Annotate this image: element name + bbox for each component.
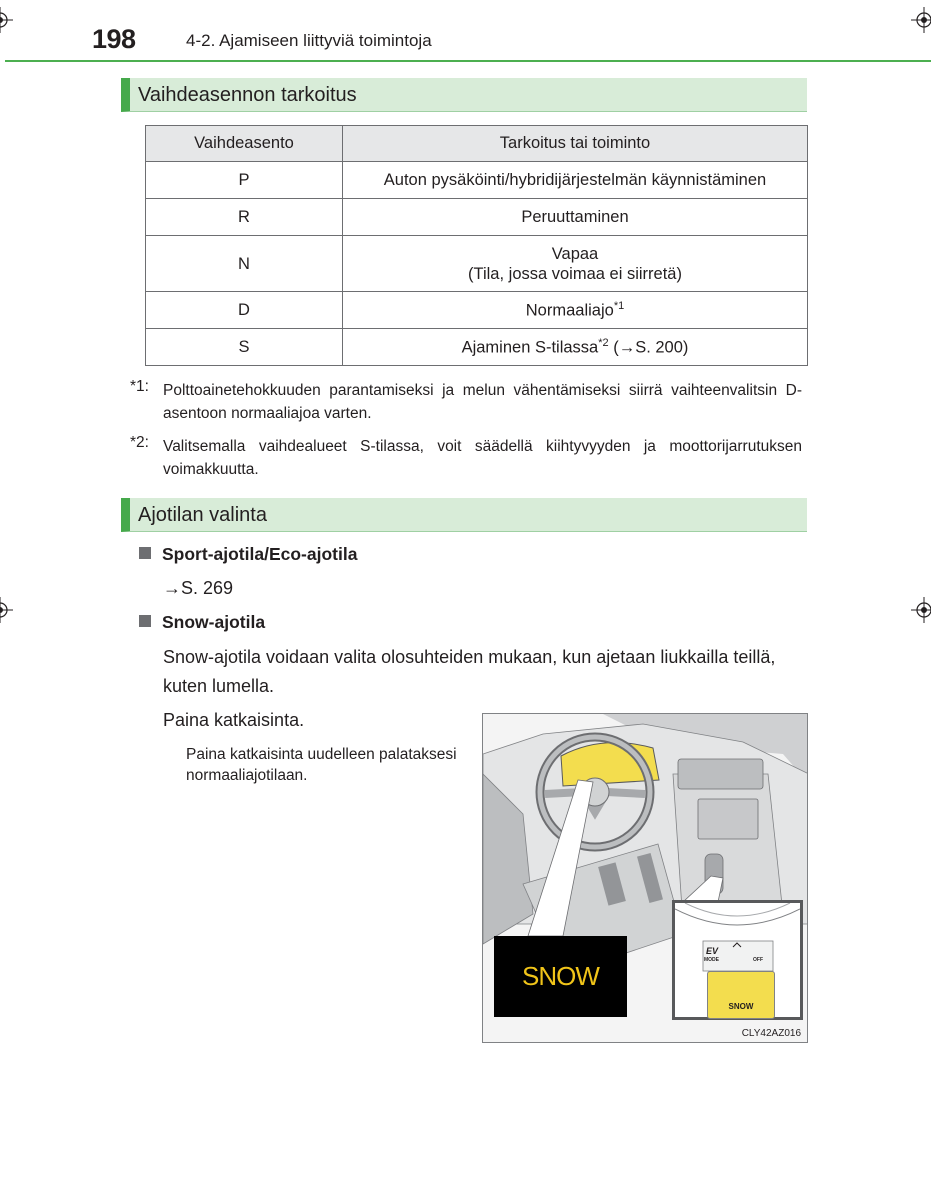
footnote — [130, 379, 802, 425]
gear-cell: R — [146, 199, 343, 236]
multi-info-display — [494, 936, 627, 1017]
footnote — [130, 435, 802, 481]
snow-mode-button — [707, 971, 775, 1019]
table-row — [146, 292, 808, 329]
list-item-heading — [139, 544, 357, 565]
registration-mark-icon — [911, 7, 931, 33]
page-number: 198 — [92, 24, 136, 54]
bullet-square-icon — [139, 547, 151, 559]
footnote-mark: *2: — [130, 434, 149, 451]
column-header-gear: Vaihdeasento — [146, 126, 343, 162]
section-title: Ajotilan valinta — [138, 504, 267, 526]
mode-label: MODE — [704, 957, 719, 963]
section-heading — [121, 498, 807, 532]
switch-panel-inset — [672, 900, 803, 1020]
gear-cell: D — [146, 292, 343, 329]
purpose-cell — [343, 236, 808, 292]
gear-position-table — [145, 125, 808, 366]
snow-button-label: SNOW — [728, 1002, 754, 1011]
item-heading-text: Snow-ajotila — [162, 612, 266, 632]
column-header-purpose: Tarkoitus tai toiminto — [343, 126, 808, 162]
table-row — [146, 162, 808, 199]
bullet-square-icon — [139, 615, 151, 627]
section-heading — [121, 78, 807, 112]
footnote-ref: *2 — [598, 336, 609, 349]
purpose-cell: Auton pysäköinti/hybridijärjestelmän käynnistäminen — [343, 162, 808, 199]
vsc-off-label: OFF — [753, 957, 763, 963]
display-snow-text: SNOW — [522, 961, 599, 991]
registration-mark-icon — [911, 597, 931, 623]
step-text: Paina katkaisinta. — [163, 710, 305, 730]
figure-code: CLY42AZ016 — [741, 1028, 801, 1039]
paragraph: Snow-ajotila voidaan valita olosuhteiden mukaan, kun ajetaan liukkailla teillä, kuten lumella. — [163, 647, 776, 696]
gear-cell: N — [146, 236, 343, 292]
footnote-text: Polttoainetehokkuuden parantamiseksi ja melun vähentämiseksi siirrä vaihteenvalitsin D-asentoon normaaliajoa varten. — [163, 382, 802, 422]
table-row — [146, 199, 808, 236]
header-divider — [5, 60, 931, 62]
purpose-cell — [343, 329, 808, 366]
purpose-text: Normaaliajo — [525, 301, 614, 320]
footnote-mark: *1: — [130, 378, 149, 395]
item-heading-text: Sport-ajotila/Eco-ajotila — [162, 544, 358, 564]
snow-mode-illustration — [482, 713, 808, 1043]
table-row — [146, 236, 808, 292]
purpose-cell: Peruuttaminen — [343, 199, 808, 236]
registration-mark-icon — [0, 7, 13, 33]
table-row — [146, 329, 808, 366]
page-reference: →S. 269 — [163, 578, 234, 598]
list-item-heading — [139, 612, 265, 633]
ev-mode-label: EV — [706, 946, 719, 956]
purpose-text: Ajaminen S-tilassa — [461, 338, 599, 357]
footnote-text: Valitsemalla vaihdealueet S-tilassa, voit säädellä kiihtyvyyden ja moottorijarrutuksen voimakkuutta. — [163, 438, 802, 478]
chapter-title: 4-2. Ajamiseen liittyviä toimintoja — [186, 31, 432, 50]
registration-mark-icon — [0, 597, 13, 623]
purpose-cell — [343, 292, 808, 329]
gear-cell: S — [146, 329, 343, 366]
section-title: Vaihdeasennon tarkoitus — [138, 84, 357, 106]
page-reference: (→S. 200) — [608, 338, 689, 357]
note-text: Paina katkaisinta uudelleen palataksesi normaaliajotilaan. — [186, 746, 457, 784]
gear-cell: P — [146, 162, 343, 199]
purpose-line: (Tila, jossa voimaa ei siirretä) — [468, 264, 682, 283]
footnote-ref: *1 — [613, 299, 625, 312]
purpose-line: Vapaa — [551, 244, 599, 263]
